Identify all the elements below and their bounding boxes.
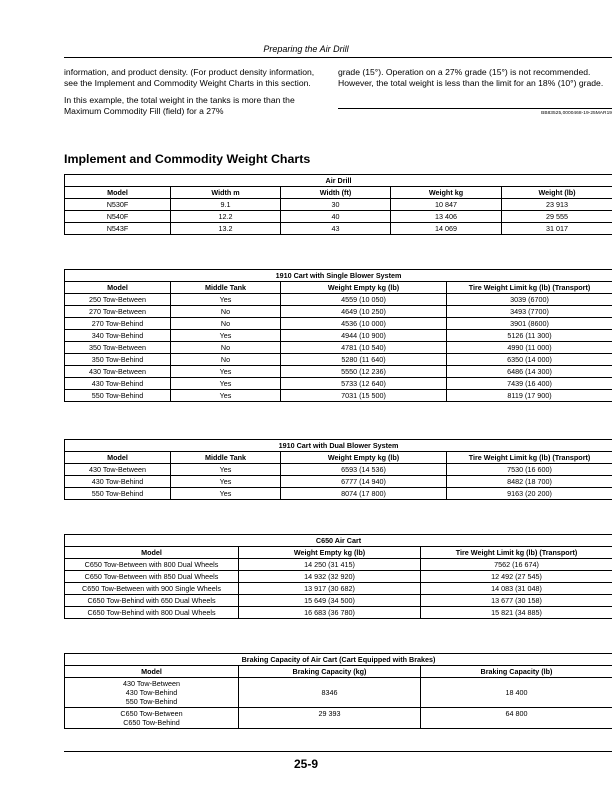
table-cell: 8119 (17 900) (447, 390, 612, 402)
table-row (65, 199, 612, 211)
table-cell: 4559 (10 050) (281, 294, 447, 306)
table-cell: Yes (171, 390, 281, 402)
table-cell: 430 Tow-Between (65, 464, 171, 476)
table-cell: 250 Tow-Between (65, 294, 171, 306)
table-row (65, 211, 612, 223)
table-body (65, 199, 612, 235)
column-header: Model (65, 666, 239, 678)
table-cell: 12 492 (27 545) (421, 571, 612, 583)
table-cell: 270 Tow-Behind (65, 318, 171, 330)
column-header: Model (65, 187, 171, 199)
table-cell: C650 Tow-Behind with 650 Dual Wheels (65, 595, 239, 607)
table-cell: 3039 (6700) (447, 294, 612, 306)
table-cell: 7031 (15 500) (281, 390, 447, 402)
table-cell: 29 555 (502, 211, 612, 223)
column-header: Model (65, 452, 171, 464)
table-cell: 64 800 (421, 708, 612, 729)
table-cell: 14 250 (31 415) (239, 559, 421, 571)
table-cell: 23 913 (502, 199, 612, 211)
table-cell: C650 Tow-Behind with 800 Dual Wheels (65, 607, 239, 619)
table-cell: 3901 (8600) (447, 318, 612, 330)
column-header: Braking Capacity (kg) (239, 666, 421, 678)
table-cell: 550 Tow-Behind (65, 390, 171, 402)
table-cell: 13 917 (30 682) (239, 583, 421, 595)
table-cell: 13.2 (171, 223, 281, 235)
table-cell: 13 406 (391, 211, 502, 223)
table-row (65, 306, 612, 318)
braking-capacity-table (64, 653, 612, 729)
model-line: C650 Tow-Behind (123, 718, 180, 727)
column-header: Model (65, 547, 239, 559)
table-cell: No (171, 354, 281, 366)
table-row (65, 390, 612, 402)
table-cell: 15 649 (34 500) (239, 595, 421, 607)
table-row (65, 607, 612, 619)
reference-rule (338, 108, 612, 109)
table-cell: 8346 (239, 678, 421, 708)
table-row (65, 318, 612, 330)
table-cell: 7562 (16 674) (421, 559, 612, 571)
dual-blower-table (64, 439, 612, 500)
table-cell: 14 083 (31 048) (421, 583, 612, 595)
table-cell: 10 847 (391, 199, 502, 211)
air-drill-table (64, 174, 612, 235)
table-cell: C650 Tow-Between with 850 Dual Wheels (65, 571, 239, 583)
table-cell: 430 Tow-Behind (65, 378, 171, 390)
body-right-column (338, 67, 612, 89)
table-cell: 6486 (14 300) (447, 366, 612, 378)
table-cell: 6593 (14 536) (281, 464, 447, 476)
table-cell: 14 932 (32 920) (239, 571, 421, 583)
body-paragraph: grade (15°). Operation on a 27% grade (15°) is not recommended. However, the total weight is less than the limit for an 18% (10°) grade. (338, 67, 604, 88)
column-header: Tire Weight Limit kg (lb) (Transport) (447, 282, 612, 294)
table-cell: 40 (281, 211, 391, 223)
model-line: C650 Tow-Between (120, 709, 183, 718)
column-header: Weight (lb) (502, 187, 612, 199)
table-cell: 29 393 (239, 708, 421, 729)
column-header: Width m (171, 187, 281, 199)
table-body (65, 464, 612, 500)
table-cell: 30 (281, 199, 391, 211)
table-title: 1910 Cart with Single Blower System (65, 270, 612, 282)
table-cell: 6350 (14 000) (447, 354, 612, 366)
table-cell: C650 Tow-Between with 900 Single Wheels (65, 583, 239, 595)
column-header: Model (65, 282, 171, 294)
table-cell: 13 677 (30 158) (421, 595, 612, 607)
table-cell: No (171, 306, 281, 318)
column-header: Middle Tank (171, 282, 281, 294)
table-row (65, 330, 612, 342)
table-cell: C650 Tow-Between with 800 Dual Wheels (65, 559, 239, 571)
column-header: Tire Weight Limit kg (lb) (Transport) (421, 547, 612, 559)
table-cell: 16 683 (36 780) (239, 607, 421, 619)
table-cell: 4536 (10 000) (281, 318, 447, 330)
table-cell: 9163 (20 200) (447, 488, 612, 500)
table-title: 1910 Cart with Dual Blower System (65, 440, 612, 452)
column-header: Weight Empty kg (lb) (281, 452, 447, 464)
table-row (65, 294, 612, 306)
body-left-column (64, 67, 320, 117)
column-header: Middle Tank (171, 452, 281, 464)
model-line: 430 Tow-Behind (125, 688, 178, 697)
table-row (65, 488, 612, 500)
column-header: Braking Capacity (lb) (421, 666, 612, 678)
table-row (65, 678, 612, 708)
table-title: Air Drill (65, 175, 612, 187)
table-cell: Yes (171, 294, 281, 306)
table-body (65, 678, 612, 729)
table-row (65, 464, 612, 476)
table-row (65, 708, 612, 729)
column-header: Weight kg (391, 187, 502, 199)
table-cell: 8482 (18 700) (447, 476, 612, 488)
reference-code: BB83525,0000468-19-25MAR19 (541, 111, 612, 116)
table-row (65, 559, 612, 571)
table-cell: 15 821 (34 885) (421, 607, 612, 619)
table-cell: No (171, 318, 281, 330)
table-cell: N543F (65, 223, 171, 235)
column-header: Tire Weight Limit kg (lb) (Transport) (447, 452, 612, 464)
model-line: 430 Tow-Between (122, 679, 180, 688)
table-cell: 5550 (12 236) (281, 366, 447, 378)
table-cell: 5280 (11 640) (281, 354, 447, 366)
body-paragraph: In this example, the total weight in the tanks is more than the Maximum Commodity Fill (field) for a 27% (64, 95, 295, 116)
table-cell: Yes (171, 476, 281, 488)
table-cell: 5733 (12 640) (281, 378, 447, 390)
table-cell: 43 (281, 223, 391, 235)
table-cell: 5126 (11 300) (447, 330, 612, 342)
table-cell: 340 Tow-Behind (65, 330, 171, 342)
table-cell: 3493 (7700) (447, 306, 612, 318)
running-head: Preparing the Air Drill (263, 44, 349, 54)
table-cell: 6777 (14 940) (281, 476, 447, 488)
table-row (65, 583, 612, 595)
body-paragraph: information, and product density. (For product density information, see the Implement and Commodity Weight Charts in this section. (64, 67, 315, 88)
model-line: 550 Tow-Behind (125, 697, 178, 706)
table-cell: 8074 (17 800) (281, 488, 447, 500)
table-cell (65, 708, 239, 729)
footer-rule (64, 751, 612, 752)
page-number: 25-9 (293, 757, 319, 771)
table-cell: 4944 (10 900) (281, 330, 447, 342)
table-cell: 4781 (10 540) (281, 342, 447, 354)
table-cell: 270 Tow-Between (65, 306, 171, 318)
table-cell: 7439 (16 400) (447, 378, 612, 390)
table-title: Braking Capacity of Air Cart (Cart Equipped with Brakes) (65, 654, 612, 666)
table-row (65, 595, 612, 607)
table-cell: 4990 (11 000) (447, 342, 612, 354)
table-cell: 430 Tow-Between (65, 366, 171, 378)
single-blower-table (64, 269, 612, 402)
table-cell: 12.2 (171, 211, 281, 223)
table-row (65, 223, 612, 235)
table-cell: 550 Tow-Behind (65, 488, 171, 500)
table-cell: Yes (171, 366, 281, 378)
column-header: Weight Empty kg (lb) (239, 547, 421, 559)
table-cell: 4649 (10 250) (281, 306, 447, 318)
table-cell: Yes (171, 378, 281, 390)
table-row (65, 354, 612, 366)
table-cell: Yes (171, 488, 281, 500)
table-row (65, 366, 612, 378)
table-row (65, 378, 612, 390)
table-row (65, 342, 612, 354)
table-body (65, 294, 612, 402)
table-row (65, 476, 612, 488)
table-cell: 9.1 (171, 199, 281, 211)
table-cell (65, 678, 239, 708)
c650-air-cart-table (64, 534, 612, 619)
table-cell: 14 069 (391, 223, 502, 235)
table-cell: N530F (65, 199, 171, 211)
table-cell: 350 Tow-Behind (65, 354, 171, 366)
table-body (65, 559, 612, 619)
column-header: Width (ft) (281, 187, 391, 199)
table-cell: 430 Tow-Behind (65, 476, 171, 488)
table-row (65, 571, 612, 583)
table-cell: Yes (171, 330, 281, 342)
table-cell: Yes (171, 464, 281, 476)
table-cell: 350 Tow-Between (65, 342, 171, 354)
table-cell: 18 400 (421, 678, 612, 708)
table-cell: 7530 (16 600) (447, 464, 612, 476)
table-cell: N540F (65, 211, 171, 223)
table-title: C650 Air Cart (65, 535, 612, 547)
table-cell: 31 017 (502, 223, 612, 235)
section-title: Implement and Commodity Weight Charts (64, 152, 311, 166)
header-rule (64, 57, 612, 58)
table-cell: No (171, 342, 281, 354)
column-header: Weight Empty kg (lb) (281, 282, 447, 294)
